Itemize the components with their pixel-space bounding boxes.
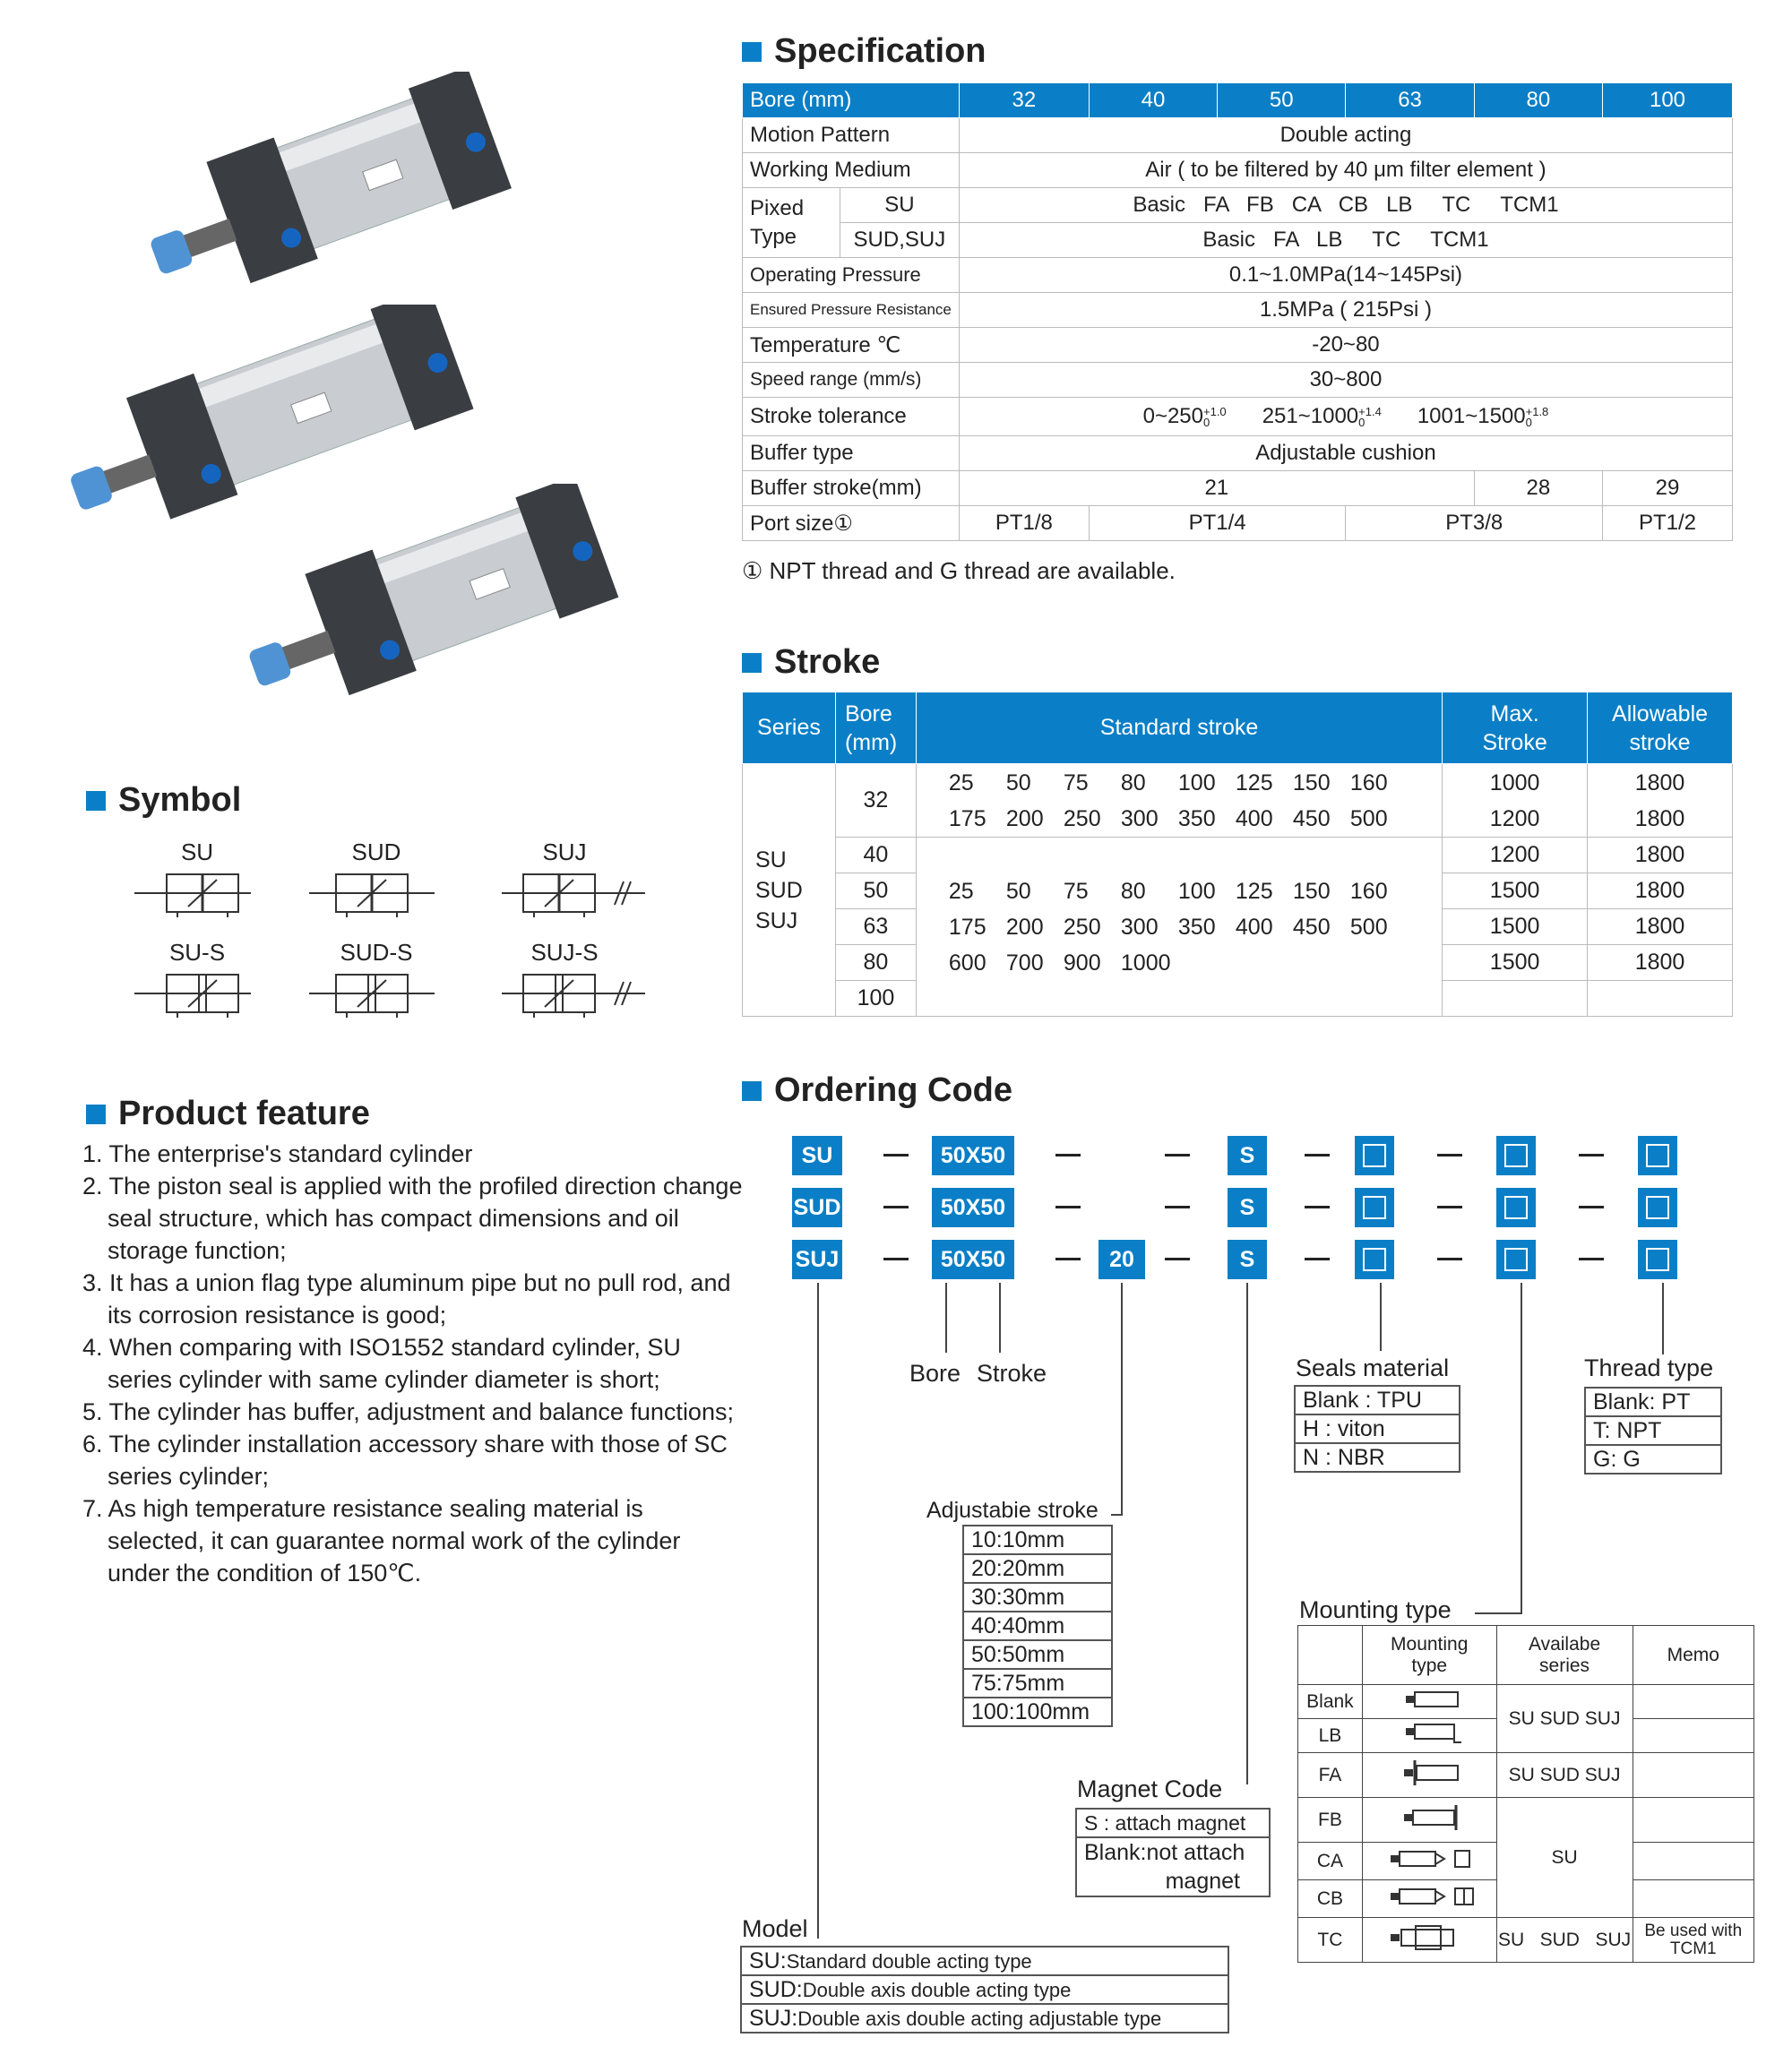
separator-dash [1437, 1206, 1462, 1208]
thread-option: G: G [1585, 1445, 1721, 1474]
allowable-stroke-cell [1588, 981, 1733, 1017]
stroke-value: 25 [948, 879, 974, 904]
feature-item: 2. The piston seal is applied with the profiled direction change seal structure, which has compact dimensions and oil storage function; [82, 1173, 743, 1264]
stroke-value: 450 [1292, 805, 1331, 831]
separator-dash [1055, 1258, 1081, 1260]
cylinder-image-3 [233, 484, 663, 717]
standard-stroke-cell [916, 838, 1442, 1017]
size-code-box: 50X50 [932, 1188, 1014, 1227]
row-value: PT1/4 [1089, 506, 1346, 541]
max-stroke-cell: 1200 [1443, 838, 1588, 873]
stroke-value: 150 [1292, 879, 1331, 904]
heading-square-icon [742, 1081, 762, 1101]
stroke-values-row [949, 945, 1442, 981]
stroke-value: 450 [1292, 915, 1331, 940]
adjustable-option: 10:10mm [963, 1526, 1112, 1554]
bore-value: 80 [1474, 83, 1602, 118]
model-code-box: SU [792, 1136, 842, 1175]
mount-tc-icon [1362, 1918, 1496, 1963]
stroke-value: 50 [1005, 770, 1031, 795]
adjustable-stroke-table [962, 1525, 1113, 1727]
model-code-box: SUD [792, 1188, 842, 1227]
mount-memo [1633, 1880, 1753, 1918]
symbol-label: SUD [351, 838, 401, 865]
separator-dash [1165, 1206, 1190, 1208]
seal-code-box [1355, 1136, 1394, 1175]
stroke-values-row [949, 801, 1442, 837]
symbol-label: SU-S [168, 939, 226, 966]
row-label: Temperature ℃ [743, 328, 960, 363]
model-title: Model [742, 1915, 808, 1942]
seal-code-box [1355, 1188, 1394, 1227]
stroke-value: 150 [1292, 770, 1331, 795]
row-label: Port size① [743, 506, 960, 541]
stroke-value: 50 [1005, 879, 1031, 904]
series-cell: SU SUD SUJ [743, 764, 836, 1017]
bore-value: 40 [1089, 83, 1217, 118]
max-stroke-cell: 1000 1200 [1443, 764, 1588, 838]
mount-row-label: CB [1298, 1880, 1363, 1918]
row-label: Buffer type [743, 436, 960, 471]
product-feature-heading: Product feature [86, 1095, 370, 1133]
separator-dash [1055, 1154, 1081, 1156]
stroke-value: 350 [1177, 915, 1216, 940]
mount-row-label: LB [1298, 1719, 1363, 1753]
model-code-box: SUJ [792, 1240, 842, 1279]
magnet-code-box: S [1228, 1136, 1267, 1175]
bore-cell: 80 [835, 945, 916, 981]
feature-item: 5. The cylinder has buffer, adjustment and balance functions; [82, 1398, 734, 1425]
cylinder-image-1 [134, 72, 564, 305]
suj-s-symbol-icon [502, 969, 645, 1018]
bore-cell: 40 [835, 838, 916, 873]
series-header: Series [743, 692, 836, 764]
heading-square-icon [86, 1105, 106, 1124]
row-value: Adjustable cushion [959, 436, 1732, 471]
heading-square-icon [742, 42, 762, 62]
mounting-type-table [1297, 1625, 1754, 1963]
ordering-code-heading: Ordering Code [742, 1071, 1012, 1110]
stroke-value: 25 [948, 770, 974, 795]
bore-label: Bore (mm) [743, 83, 960, 118]
stroke-value: 250 [1063, 915, 1101, 940]
adjustable-stroke-code-box: 20 [1098, 1240, 1145, 1279]
model-option: SUD:Double axis double acting type [741, 1975, 1228, 2004]
mount-series: SU SUD SUJ [1496, 1918, 1633, 1963]
mount-memo: Be used with TCM1 [1633, 1918, 1753, 1963]
bore-value: 50 [1218, 83, 1346, 118]
mounting-leader-line [1475, 1612, 1521, 1614]
bore-value: 32 [959, 83, 1089, 118]
seal-option: Blank : TPU [1295, 1386, 1460, 1414]
separator-dash [1165, 1258, 1190, 1260]
allowable-stroke-cell: 1800 [1588, 873, 1733, 909]
adjustable-leader-line [1111, 1514, 1122, 1516]
standard-stroke-header: Standard stroke [916, 692, 1442, 764]
separator-dash [883, 1154, 909, 1156]
feature-item: 3. It has a union flag type aluminum pipe but no pull rod, and its corrosion resistance is good; [82, 1269, 731, 1328]
suj-symbol-icon [502, 869, 645, 917]
magnet-code-box: S [1228, 1240, 1267, 1279]
adjustable-option: 40:40mm [963, 1612, 1112, 1640]
row-value: 28 [1474, 471, 1602, 506]
stroke-value: 75 [1063, 770, 1089, 795]
row-value: 29 [1602, 471, 1732, 506]
thread-option: Blank: PT [1585, 1388, 1721, 1416]
seals-material-title: Seals material [1296, 1354, 1450, 1381]
stroke-value: 600 [948, 950, 986, 976]
magnet-code-title: Magnet Code [1077, 1776, 1223, 1802]
stroke-value: 900 [1063, 950, 1101, 976]
mount-row-label: CA [1298, 1843, 1363, 1880]
row-label: Speed range (mm/s) [743, 363, 960, 398]
model-option: SUJ:Double axis double acting adjustable type [741, 2004, 1228, 2033]
mount-fa-icon [1362, 1753, 1496, 1798]
stroke-value: 250 [1063, 805, 1101, 831]
mount-row-label: Blank [1298, 1685, 1363, 1719]
stroke-value: 125 [1235, 879, 1273, 904]
max-stroke-cell [1443, 981, 1588, 1017]
symbol-heading: Symbol [86, 781, 241, 820]
mount-memo [1633, 1798, 1753, 1843]
row-value: 0.1~1.0MPa(14~145Psi) [959, 258, 1732, 293]
stroke-value: 160 [1349, 770, 1388, 795]
stroke-value: 175 [948, 915, 986, 940]
mount-lb-icon [1362, 1719, 1496, 1753]
seal-option: H : viton [1295, 1414, 1460, 1443]
mount-series: SU SUD SUJ [1496, 1685, 1633, 1753]
bore-header: Bore (mm) [835, 692, 916, 764]
stroke-value: 125 [1235, 770, 1273, 795]
row-label: Buffer stroke(mm) [743, 471, 960, 506]
pixed-type-label: Pixed Type [743, 188, 840, 258]
row-value: -20~80 [959, 328, 1732, 363]
row-label: Working Medium [743, 153, 960, 188]
max-stroke-header: Max. Stroke [1443, 692, 1588, 764]
bore-cell: 63 [835, 909, 916, 945]
stroke-value: 100 [1177, 879, 1216, 904]
mount-series: SU SUD SUJ [1496, 1753, 1633, 1798]
adjustable-option: 50:50mm [963, 1640, 1112, 1669]
specification-table [742, 82, 1733, 541]
adjustable-leader-line [1121, 1283, 1123, 1516]
size-code-box: 50X50 [932, 1136, 1014, 1175]
feature-item: 7. As high temperature resistance sealing material is selected, it can guarantee normal work of the cylinder under the condition of 150℃. [82, 1495, 681, 1586]
mount-memo [1633, 1753, 1753, 1798]
magnet-option: S : attach magnet [1076, 1809, 1270, 1837]
separator-dash [1305, 1154, 1330, 1156]
allowable-stroke-cell: 1800 [1588, 909, 1733, 945]
mount-memo [1633, 1685, 1753, 1719]
symbol-label: SUJ-S [530, 939, 599, 966]
model-leader-line [817, 1283, 819, 1939]
sud-s-symbol-icon [309, 969, 435, 1018]
thread-type-title: Thread type [1584, 1354, 1714, 1381]
separator-dash [1579, 1206, 1604, 1208]
mount-series: SU [1496, 1798, 1633, 1918]
allowable-stroke-cell: 1800 [1588, 945, 1733, 981]
mounting-code-box [1496, 1136, 1536, 1175]
stroke-value: 400 [1235, 915, 1273, 940]
stroke-value: 200 [1005, 805, 1044, 831]
bore-label: Bore [909, 1360, 961, 1387]
bore-value: 100 [1602, 83, 1732, 118]
mount-header-empty [1298, 1626, 1363, 1685]
heading-square-icon [742, 653, 762, 673]
mounting-code-box [1496, 1188, 1536, 1227]
adjustable-option: 75:75mm [963, 1669, 1112, 1698]
bore-cell: 100 [835, 981, 916, 1017]
mount-row-label: TC [1298, 1918, 1363, 1963]
stroke-value: 700 [1005, 950, 1044, 976]
adjustable-stroke-title: Adjustabie stroke [926, 1498, 1098, 1523]
mount-header-series: Availabe series [1496, 1626, 1633, 1685]
row-label: Motion Pattern [743, 118, 960, 153]
thread-option: T: NPT [1585, 1416, 1721, 1445]
feature-item: 6. The cylinder installation accessory share with those of SC series cylinder; [82, 1431, 728, 1490]
stroke-values-row [949, 909, 1442, 945]
mounting-leader-line [1521, 1283, 1522, 1614]
stroke-value: 400 [1235, 805, 1273, 831]
stroke-value: 75 [1063, 879, 1089, 904]
stroke-value: 500 [1349, 805, 1388, 831]
row-value: PT1/2 [1602, 506, 1732, 541]
thread-code-box [1638, 1136, 1677, 1175]
feature-item: 4. When comparing with ISO1552 standard cylinder, SU series cylinder with same cylinder diameter is short; [82, 1334, 681, 1393]
row-value: Basic FA LB TC TCM1 [959, 223, 1732, 258]
row-value: PT1/8 [959, 506, 1089, 541]
row-label: SU [840, 188, 959, 223]
thread-type-table [1584, 1387, 1722, 1475]
mount-memo [1633, 1843, 1753, 1880]
row-value: 1.5MPa ( 215Psi ) [959, 293, 1732, 328]
symbol-label: SUJ [542, 838, 587, 865]
row-value: 21 [959, 471, 1474, 506]
magnet-option: Blank:not attach magnet [1076, 1837, 1270, 1896]
stroke-value: 350 [1177, 805, 1216, 831]
su-s-symbol-icon [134, 969, 251, 1018]
stroke-value: 300 [1120, 915, 1159, 940]
magnet-code-table [1075, 1808, 1271, 1897]
allowable-stroke-header: Allowable stroke [1588, 692, 1733, 764]
row-value: 30~800 [959, 363, 1732, 398]
seals-leader-line [1380, 1283, 1382, 1351]
bore-leader-line [945, 1283, 947, 1353]
su-symbol-icon [134, 869, 251, 917]
row-label: Stroke tolerance [743, 398, 960, 436]
max-stroke-cell: 1500 [1443, 945, 1588, 981]
separator-dash [1305, 1206, 1330, 1208]
adjustable-option: 20:20mm [963, 1554, 1112, 1583]
separator-dash [1055, 1206, 1081, 1208]
stroke-value: 1000 [1120, 950, 1171, 976]
stroke-value: 100 [1177, 770, 1216, 795]
bore-value: 63 [1346, 83, 1474, 118]
separator-dash [1437, 1258, 1462, 1260]
stroke-value: 200 [1005, 915, 1044, 940]
mount-header-type: Mounting type [1362, 1626, 1496, 1685]
row-value: Double acting [959, 118, 1732, 153]
stroke-tolerance-value: 0~250+1.0 0 251~1000+1.4 0 1001~1500+1.8 0 [959, 398, 1732, 436]
separator-dash [1437, 1154, 1462, 1156]
stroke-value: 160 [1349, 879, 1388, 904]
stroke-leader-line [999, 1283, 1001, 1353]
row-label: Ensured Pressure Resistance [743, 293, 960, 328]
separator-dash [1165, 1154, 1190, 1156]
feature-item: 1. The enterprise's standard cylinder [82, 1140, 473, 1167]
bore-cell: 32 [835, 764, 916, 838]
stroke-value: 500 [1349, 915, 1388, 940]
seal-option: N : NBR [1295, 1443, 1460, 1472]
row-value: Air ( to be filtered by 40 μm filter element ) [959, 153, 1732, 188]
spec-footnote: ① NPT thread and G thread are available. [742, 557, 1176, 584]
mount-cb-icon [1362, 1880, 1496, 1918]
mount-header-memo: Memo [1633, 1626, 1753, 1685]
allowable-stroke-cell: 1800 1800 [1588, 764, 1733, 838]
seals-material-table [1294, 1385, 1460, 1473]
max-stroke-cell: 1500 [1443, 909, 1588, 945]
sud-symbol-icon [309, 869, 435, 917]
allowable-stroke-cell: 1800 [1588, 838, 1733, 873]
bore-cell: 50 [835, 873, 916, 909]
model-table [740, 1946, 1229, 2034]
standard-stroke-cell [916, 764, 1442, 838]
max-stroke-cell: 1500 [1443, 873, 1588, 909]
mount-blank-icon [1362, 1685, 1496, 1719]
feature-list [82, 1138, 745, 1589]
specification-heading: Specification [742, 32, 986, 71]
thread-leader-line [1662, 1283, 1664, 1354]
mounting-code-box [1496, 1240, 1536, 1279]
separator-dash [1305, 1258, 1330, 1260]
adjustable-option: 100:100mm [963, 1698, 1112, 1726]
mount-fb-icon [1362, 1798, 1496, 1843]
thread-code-box [1638, 1188, 1677, 1227]
model-option: SU:Standard double acting type [741, 1947, 1228, 1975]
symbol-label: SU [180, 838, 214, 865]
stroke-value: 300 [1120, 805, 1159, 831]
stroke-value: 80 [1120, 879, 1146, 904]
separator-dash [1579, 1154, 1604, 1156]
stroke-heading: Stroke [742, 643, 880, 682]
heading-square-icon [86, 791, 106, 811]
adjustable-option: 30:30mm [963, 1583, 1112, 1612]
stroke-values-row [949, 873, 1442, 909]
stroke-label: Stroke [977, 1360, 1047, 1387]
seal-code-box [1355, 1240, 1394, 1279]
row-value: PT3/8 [1346, 506, 1603, 541]
stroke-value: 80 [1120, 770, 1146, 795]
mounting-type-title: Mounting type [1299, 1596, 1452, 1623]
row-value: Basic FA FB CA CB LB TC TCM1 [959, 188, 1732, 223]
thread-code-box [1638, 1240, 1677, 1279]
mount-memo [1633, 1719, 1753, 1753]
stroke-value: 175 [948, 805, 986, 831]
stroke-values-row [949, 765, 1442, 801]
stroke-table [742, 692, 1733, 1017]
separator-dash [1579, 1258, 1604, 1260]
separator-dash [883, 1258, 909, 1260]
magnet-leader-line [1246, 1283, 1248, 1784]
size-code-box: 50X50 [932, 1240, 1014, 1279]
mount-row-label: FA [1298, 1753, 1363, 1798]
magnet-code-box: S [1228, 1188, 1267, 1227]
mount-ca-icon [1362, 1843, 1496, 1880]
row-label: Operating Pressure [743, 258, 960, 293]
row-label: SUD,SUJ [840, 223, 959, 258]
separator-dash [883, 1206, 909, 1208]
symbol-label: SUD-S [340, 939, 413, 966]
mount-row-label: FB [1298, 1798, 1363, 1843]
